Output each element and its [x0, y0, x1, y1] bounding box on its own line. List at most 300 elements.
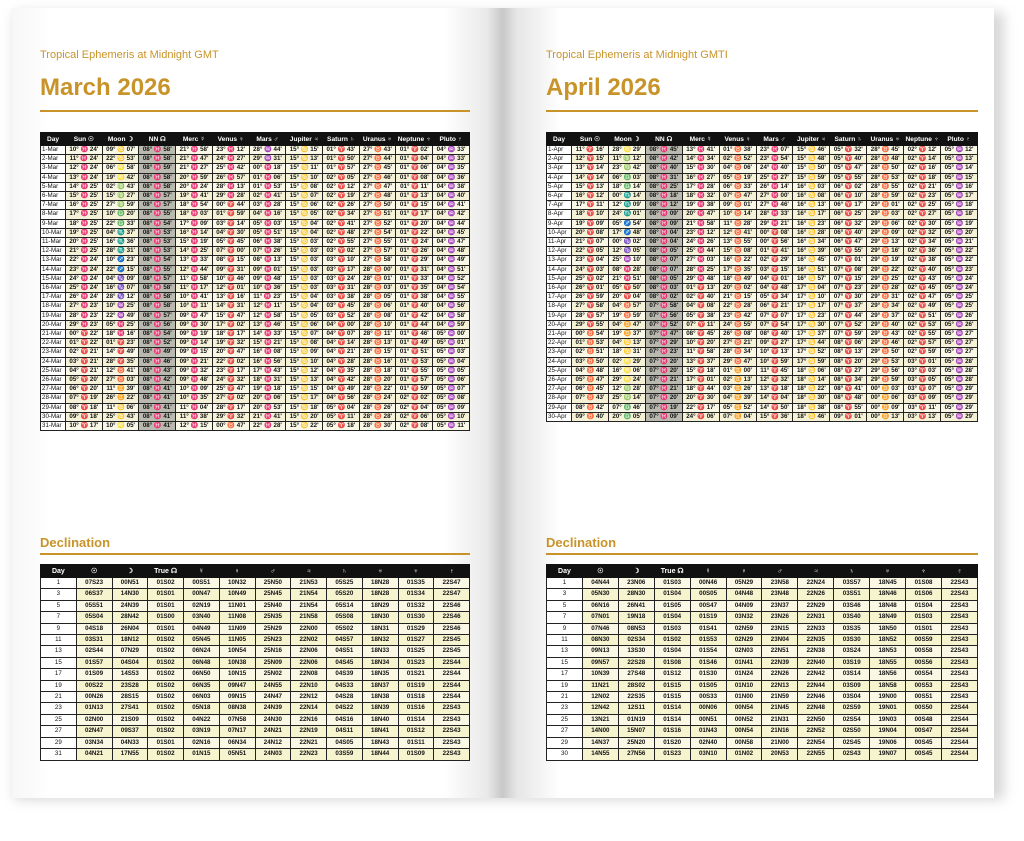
value-cell: 01S02	[148, 749, 184, 760]
value-cell: 04N44	[582, 578, 618, 589]
value-cell: 05° ♒ 24'	[941, 284, 978, 293]
value-cell: 13° ♈ 18'	[756, 385, 793, 394]
table-row	[547, 366, 978, 375]
value-cell: 29° ♉ 37'	[867, 311, 904, 320]
value-cell: 01N19	[618, 714, 654, 725]
value-cell: 08° ♈ 15'	[212, 256, 249, 265]
day-cell: 27-Mar	[41, 385, 66, 394]
value-cell: 07N17	[219, 726, 255, 737]
table-row	[547, 714, 978, 725]
value-cell: 07° ♓ 26'	[249, 247, 286, 256]
value-cell: 09° ♈ 01'	[830, 412, 867, 421]
value-cell: 23S28	[112, 680, 148, 691]
value-cell: 29° ♉ 34'	[867, 302, 904, 311]
value-cell: 12S11	[618, 703, 654, 714]
value-cell: 10° ♈ 17'	[66, 422, 103, 431]
value-cell: 01S35	[398, 578, 434, 589]
value-cell: 02N59	[726, 623, 762, 634]
table-row	[547, 274, 978, 283]
column-header: ♇	[434, 565, 470, 578]
value-cell: 08° ♓ 54'	[139, 219, 176, 228]
value-cell: 26° ♈ 01'	[572, 284, 609, 293]
value-cell: 05° ♓ 03'	[249, 219, 286, 228]
value-cell: 18N35	[362, 669, 398, 680]
table-row	[41, 385, 470, 394]
value-cell: 21N45	[762, 703, 798, 714]
value-cell: 00N52	[726, 714, 762, 725]
value-cell: 01° ♈ 55'	[396, 366, 433, 375]
table-row	[547, 692, 978, 703]
table-row	[547, 173, 978, 182]
value-cell: 22N24	[798, 578, 834, 589]
column-header: Saturn ♄	[323, 133, 360, 146]
day-cell: 13-Mar	[41, 256, 66, 265]
value-cell: 04° ♒ 42'	[433, 210, 470, 219]
value-cell: 01° ♈ 06'	[396, 164, 433, 173]
value-cell: 08° ♓ 42'	[645, 155, 682, 164]
value-cell: 04S04	[112, 657, 148, 668]
value-cell: 16° ♓ 14'	[176, 228, 213, 237]
value-cell: 08° ♓ 41'	[139, 422, 176, 431]
value-cell: 05N18	[184, 703, 220, 714]
value-cell: 04° ♒ 41'	[433, 201, 470, 210]
day-cell: 21	[41, 692, 77, 703]
value-cell: 03S04	[834, 692, 870, 703]
value-cell: 24° ♈ 03'	[572, 265, 609, 274]
value-cell: 04° ♒ 48'	[433, 247, 470, 256]
value-cell: 02N00	[76, 714, 112, 725]
value-cell: 06N24	[184, 646, 220, 657]
day-cell: 18-Mar	[41, 302, 66, 311]
value-cell: 01° ♈ 40'	[396, 302, 433, 311]
day-cell: 27	[547, 726, 583, 737]
value-cell: 03° ♈ 10'	[323, 256, 360, 265]
value-cell: 02N19	[184, 600, 220, 611]
value-cell: 00S33	[690, 692, 726, 703]
value-cell: 28° ♈ 35'	[102, 357, 139, 366]
value-cell: 01° ♈ 20'	[396, 219, 433, 228]
value-cell: 26° ♓ 24'	[66, 293, 103, 302]
value-cell: 19N18	[618, 612, 654, 623]
value-cell: 05° ♒ 17'	[941, 192, 978, 201]
table-row	[41, 201, 470, 210]
value-cell: 03° ♈ 45'	[323, 302, 360, 311]
value-cell: 22S43	[941, 669, 977, 680]
value-cell: 09° ♈ 31'	[212, 265, 249, 274]
value-cell: 08° ♓ 58'	[139, 155, 176, 164]
value-cell: 08° ♓ 55'	[139, 210, 176, 219]
value-cell: 07N58	[219, 714, 255, 725]
value-cell: 03° ♈ 03'	[904, 366, 941, 375]
value-cell: 18N39	[362, 703, 398, 714]
column-header: Sun ☉	[572, 133, 609, 146]
value-cell: 18N28	[362, 589, 398, 600]
value-cell: 16° ♋ 13'	[793, 201, 830, 210]
column-header: Uranus ♅	[867, 133, 904, 146]
ephemeris-table	[546, 132, 978, 422]
value-cell: 27° ♈ 58'	[572, 302, 609, 311]
value-cell: 18N45	[870, 578, 906, 589]
value-cell: 19N00	[870, 692, 906, 703]
value-cell: 02° ♈ 21'	[66, 348, 103, 357]
value-cell: 25N50	[255, 578, 291, 589]
value-cell: 17° ♋ 04'	[793, 284, 830, 293]
value-cell: 01S04	[906, 600, 942, 611]
value-cell: 22S43	[434, 703, 470, 714]
value-cell: 08° ♓ 58'	[139, 146, 176, 155]
day-cell: 30-Apr	[547, 412, 572, 421]
value-cell: 17° ♈ 02'	[212, 320, 249, 329]
value-cell: 09° ♓ 47'	[176, 311, 213, 320]
value-cell: 02° ♈ 55'	[323, 238, 360, 247]
value-cell: 05° ♒ 15'	[941, 173, 978, 182]
value-cell: 00N58	[726, 737, 762, 748]
value-cell: 10° ♓ 41'	[176, 293, 213, 302]
value-cell: 03° ♈ 14'	[212, 219, 249, 228]
value-cell: 20° ♉ 02'	[719, 284, 756, 293]
value-cell: 09° ♉ 01'	[719, 201, 756, 210]
value-cell: 05° ♒ 04'	[433, 357, 470, 366]
column-header: NN ☊	[645, 133, 682, 146]
value-cell: 05° ♒ 20'	[941, 228, 978, 237]
value-cell: 09° ♓ 19'	[176, 330, 213, 339]
value-cell: 16° ♓ 25'	[66, 201, 103, 210]
value-cell: 22S44	[434, 692, 470, 703]
value-cell: 23° ♓ 24'	[66, 265, 103, 274]
value-cell: 00S50	[906, 703, 942, 714]
value-cell: 16° ♋ 23'	[793, 219, 830, 228]
value-cell: 25° ♓ 42'	[212, 164, 249, 173]
value-cell: 04° ♈ 21'	[66, 366, 103, 375]
value-cell: 05° ♒ 26'	[941, 311, 978, 320]
value-cell: 01° ♈ 42'	[396, 311, 433, 320]
day-cell: 17	[41, 669, 77, 680]
value-cell: 22S43	[941, 578, 977, 589]
value-cell: 14N00	[582, 726, 618, 737]
table-row	[41, 737, 470, 748]
value-cell: 14° ♈ 49'	[102, 348, 139, 357]
day-cell: 4-Apr	[547, 173, 572, 182]
value-cell: 19° ♈ 09'	[572, 219, 609, 228]
value-cell: 29° ♉ 06'	[867, 219, 904, 228]
value-cell: 19° ♓ 25'	[66, 228, 103, 237]
value-cell: 05° ♒ 27'	[941, 348, 978, 357]
value-cell: 09° ♓ 14'	[176, 339, 213, 348]
value-cell: 22N38	[798, 646, 834, 657]
column-header: ☽	[618, 565, 654, 578]
value-cell: 01° ♈ 59'	[396, 385, 433, 394]
value-cell: 04° ♒ 56'	[433, 302, 470, 311]
value-cell: 01° ♈ 17'	[396, 210, 433, 219]
value-cell: 27° ♓ 46'	[756, 201, 793, 210]
value-cell: 05° ♈ 34'	[756, 293, 793, 302]
value-cell: 01° ♈ 08'	[396, 173, 433, 182]
table-row	[547, 612, 978, 623]
day-cell: 26-Mar	[41, 376, 66, 385]
table-row	[41, 376, 470, 385]
value-cell: 12N42	[582, 703, 618, 714]
value-cell: 22N35	[798, 635, 834, 646]
value-cell: 08° ♓ 54'	[139, 330, 176, 339]
value-cell: 27° ♉ 44'	[359, 155, 396, 164]
table-row	[547, 293, 978, 302]
value-cell: 09N57	[582, 657, 618, 668]
value-cell: 07° ♎ 46'	[608, 403, 645, 412]
table-row	[547, 284, 978, 293]
value-cell: 12° ♓ 44'	[176, 265, 213, 274]
value-cell: 10N49	[219, 589, 255, 600]
value-cell: 03N10	[690, 749, 726, 760]
value-cell: 02° ♈ 12'	[904, 146, 941, 155]
value-cell: 07N46	[582, 623, 618, 634]
value-cell: 22S43	[941, 657, 977, 668]
value-cell: 04° ♈ 01'	[756, 274, 793, 283]
value-cell: 27° ♉ 48'	[359, 192, 396, 201]
value-cell: 25N35	[255, 612, 291, 623]
value-cell: 22S43	[941, 692, 977, 703]
value-cell: 02° ♈ 29'	[756, 256, 793, 265]
value-cell: 08° ♓ 57'	[139, 311, 176, 320]
value-cell: 05° ♐ 54'	[608, 219, 645, 228]
value-cell: 27° ♉ 45'	[359, 164, 396, 173]
value-cell: 18N44	[362, 749, 398, 760]
table-row	[41, 726, 470, 737]
value-cell: 26° ♉ 08'	[719, 330, 756, 339]
value-cell: 19° ♓ 41'	[176, 192, 213, 201]
day-cell: 19	[41, 680, 77, 691]
day-cell: 15-Apr	[547, 274, 572, 283]
value-cell: 15° ♋ 08'	[286, 182, 323, 191]
value-cell: 22S45	[434, 646, 470, 657]
value-cell: 24° ♓ 27'	[212, 155, 249, 164]
value-cell: 04° ♒ 36'	[433, 173, 470, 182]
value-cell: 22N33	[798, 623, 834, 634]
column-header: ♆	[398, 565, 434, 578]
table-row	[41, 578, 470, 589]
value-cell: 17° ♋ 23'	[793, 311, 830, 320]
value-cell: 09° ♓ 48'	[249, 274, 286, 283]
value-cell: 01° ♈ 26'	[396, 247, 433, 256]
value-cell: 03S59	[327, 749, 363, 760]
value-cell: 17N55	[112, 749, 148, 760]
value-cell: 04° ♈ 07'	[323, 330, 360, 339]
value-cell: 09° ♉ 40'	[572, 412, 609, 421]
month-title: March 2026	[40, 74, 171, 101]
value-cell: 02° ♓ 41'	[249, 192, 286, 201]
value-cell: 16° ♑ 07'	[102, 284, 139, 293]
value-cell: 02° ♈ 26'	[323, 201, 360, 210]
value-cell: 01S41	[690, 623, 726, 634]
value-cell: 14° ♈ 14'	[572, 173, 609, 182]
value-cell: 05S08	[327, 612, 363, 623]
day-cell: 16-Mar	[41, 284, 66, 293]
day-cell: 17-Mar	[41, 293, 66, 302]
column-header: ♂	[762, 565, 798, 578]
column-header: ♃	[291, 565, 327, 578]
day-cell: 23-Apr	[547, 348, 572, 357]
value-cell: 07° ♈ 37'	[830, 302, 867, 311]
value-cell: 11° ♋ 06'	[102, 403, 139, 412]
value-cell: 12° ♓ 58'	[249, 311, 286, 320]
value-cell: 16° ♈ 12'	[572, 192, 609, 201]
value-cell: 24N12	[255, 737, 291, 748]
value-cell: 28° ♌ 29'	[608, 146, 645, 155]
value-cell: 22S43	[941, 612, 977, 623]
value-cell: 15° ♋ 07'	[286, 330, 323, 339]
day-cell: 25	[547, 714, 583, 725]
value-cell: 27° ♉ 47'	[359, 182, 396, 191]
column-header: NN ☊	[139, 133, 176, 146]
value-cell: 15° ♋ 03'	[286, 256, 323, 265]
value-cell: 05° ♒ 28'	[941, 376, 978, 385]
value-cell: 15° ♋ 03'	[286, 265, 323, 274]
value-cell: 08° ♓ 41'	[139, 385, 176, 394]
value-cell: 03S09	[834, 680, 870, 691]
value-cell: 26° ♊ 22'	[102, 394, 139, 403]
value-cell: 22N42	[798, 669, 834, 680]
value-cell: 08° ♈ 20'	[830, 357, 867, 366]
value-cell: 01N24	[726, 669, 762, 680]
value-cell: 03S19	[834, 657, 870, 668]
value-cell: 27N56	[618, 749, 654, 760]
value-cell: 05° ♒ 27'	[941, 339, 978, 348]
value-cell: 01° ♈ 51'	[396, 348, 433, 357]
value-cell: 18N38	[362, 692, 398, 703]
value-cell: 08N30	[582, 635, 618, 646]
value-cell: 09° ♈ 27'	[756, 339, 793, 348]
value-cell: 25N29	[255, 623, 291, 634]
column-header: Jupiter ♃	[793, 133, 830, 146]
value-cell: 04° ♈ 08'	[682, 302, 719, 311]
value-cell: 21° ♓ 25'	[66, 247, 103, 256]
value-cell: 05° ♒ 09'	[433, 403, 470, 412]
value-cell: 19N06	[870, 737, 906, 748]
value-cell: 17° ♈ 01'	[682, 376, 719, 385]
value-cell: 07N29	[112, 646, 148, 657]
value-cell: 05° ♈ 11'	[323, 412, 360, 421]
value-cell: 02S43	[834, 749, 870, 760]
value-cell: 07° ♓ 19'	[645, 403, 682, 412]
value-cell: 01S15	[654, 692, 690, 703]
value-cell: 29° ♉ 46'	[867, 339, 904, 348]
table-row	[41, 182, 470, 191]
value-cell: 22S44	[941, 714, 977, 725]
value-cell: 15° ♋ 59'	[793, 173, 830, 182]
value-cell: 22N54	[798, 737, 834, 748]
value-cell: 29° ♓ 23'	[66, 320, 103, 329]
value-cell: 13° ♓ 33'	[176, 256, 213, 265]
value-cell: 22° ♓ 28'	[249, 422, 286, 431]
value-cell: 15° ♋ 50'	[793, 164, 830, 173]
value-cell: 09° ♈ 18'	[66, 412, 103, 421]
value-cell: 28° ♉ 06'	[359, 302, 396, 311]
value-cell: 05° ♈ 45'	[212, 238, 249, 247]
value-cell: 04° ♉ 57'	[608, 302, 645, 311]
value-cell: 28° ♉ 15'	[359, 348, 396, 357]
value-cell: 08° ♓ 07'	[645, 265, 682, 274]
table-row	[41, 284, 470, 293]
day-cell: 9	[547, 623, 583, 634]
day-cell: 31-Mar	[41, 422, 66, 431]
value-cell: 05° ♒ 22'	[941, 256, 978, 265]
value-cell: 04° ♉ 48'	[572, 366, 609, 375]
column-header: ♂	[255, 565, 291, 578]
column-header: ♀	[219, 565, 255, 578]
value-cell: 06° ♉ 45'	[572, 385, 609, 394]
value-cell: 15° ♋ 20'	[286, 412, 323, 421]
value-cell: 10° ♎ 20'	[102, 210, 139, 219]
value-cell: 04° ♈ 56'	[323, 394, 360, 403]
value-cell: 05° ♒ 25'	[941, 302, 978, 311]
value-cell: 08° ♓ 55'	[139, 265, 176, 274]
value-cell: 05° ♒ 03'	[433, 348, 470, 357]
value-cell: 05° ♈ 47'	[830, 164, 867, 173]
column-header: Merc ☿	[682, 133, 719, 146]
value-cell: 03S46	[834, 600, 870, 611]
value-cell: 01S03	[906, 612, 942, 623]
table-row	[41, 612, 470, 623]
value-cell: 27° ♉ 57'	[359, 247, 396, 256]
value-cell: 14° ♓ 33'	[249, 330, 286, 339]
declination-title: Declination	[40, 535, 111, 550]
value-cell: 11° ♓ 58'	[176, 274, 213, 283]
value-cell: 00° ♉ 54'	[572, 330, 609, 339]
value-cell: 15° ♓ 30'	[682, 164, 719, 173]
value-cell: 01° ♈ 11'	[396, 182, 433, 191]
right-page	[502, 8, 994, 798]
ephemeris-table	[40, 132, 470, 431]
value-cell: 28° ♉ 34'	[719, 348, 756, 357]
column-header: Venus ♀	[212, 133, 249, 146]
value-cell: 04° ♒ 54'	[433, 284, 470, 293]
column-header: Sun ☉	[66, 133, 103, 146]
value-cell: 04S05	[327, 737, 363, 748]
column-header: Neptune ♆	[396, 133, 433, 146]
day-cell: 7	[547, 612, 583, 623]
value-cell: 01S01	[148, 737, 184, 748]
value-cell: 14° ♈ 04'	[756, 394, 793, 403]
table-row	[547, 646, 978, 657]
value-cell: 07° ♈ 11'	[682, 320, 719, 329]
value-cell: 14N55	[582, 749, 618, 760]
value-cell: 01S20	[654, 737, 690, 748]
value-cell: 16° ♉ 22'	[719, 256, 756, 265]
value-cell: 22° ♈ 02'	[212, 357, 249, 366]
value-cell: 01° ♈ 15'	[396, 201, 433, 210]
value-cell: 01S25	[398, 646, 434, 657]
value-cell: 08° ♈ 27'	[830, 366, 867, 375]
value-cell: 24° ♏ 01'	[608, 210, 645, 219]
value-cell: 22S44	[434, 669, 470, 680]
value-cell: 22N31	[798, 612, 834, 623]
value-cell: 02° ♈ 59'	[904, 348, 941, 357]
value-cell: 05° ♒ 18'	[941, 210, 978, 219]
value-cell: 27° ♓ 23'	[66, 302, 103, 311]
value-cell: 05N51	[219, 749, 255, 760]
value-cell: 29° ♓ 21'	[756, 219, 793, 228]
value-cell: 19° ♈ 32'	[212, 339, 249, 348]
value-cell: 01S12	[654, 669, 690, 680]
value-cell: 02° ♈ 55'	[904, 330, 941, 339]
value-cell: 07° ♓ 58'	[645, 302, 682, 311]
value-cell: 15° ♋ 13'	[286, 376, 323, 385]
value-cell: 18° ♈ 10'	[572, 210, 609, 219]
value-cell: 15° ♋ 04'	[286, 302, 323, 311]
page-subtitle: Tropical Ephemeris at Midnight GMTI	[546, 49, 728, 61]
value-cell: 07° ♈ 00'	[212, 247, 249, 256]
value-cell: 19N01	[870, 703, 906, 714]
value-cell: 18N52	[870, 635, 906, 646]
